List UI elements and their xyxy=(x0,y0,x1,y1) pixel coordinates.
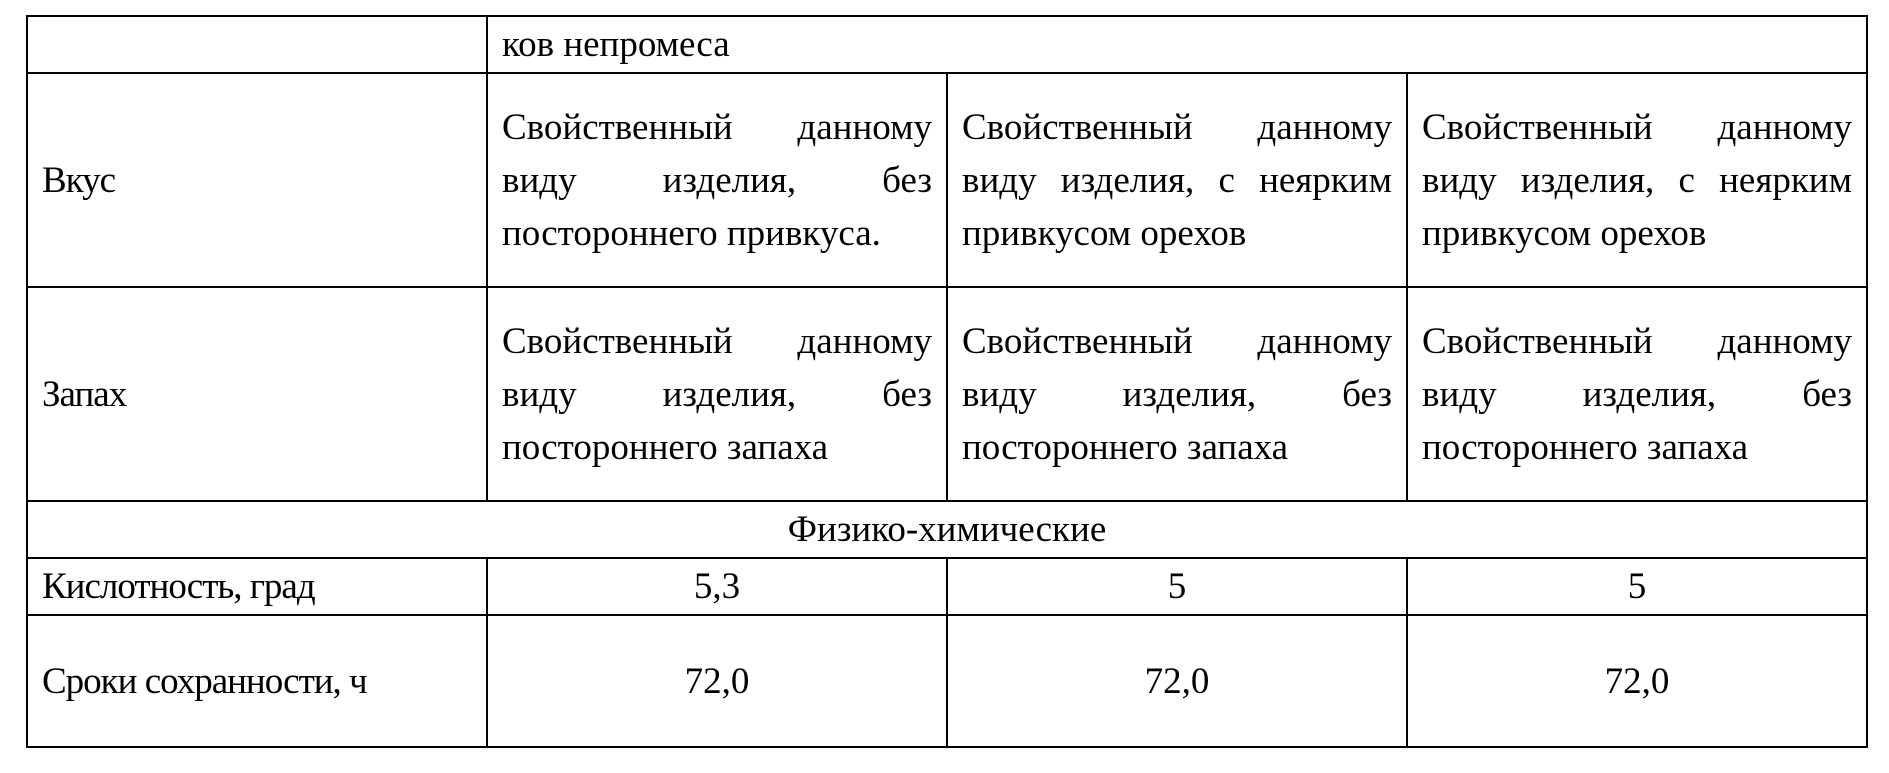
table-row xyxy=(27,287,1867,501)
table-cell-continuation: ков непромеса xyxy=(487,16,1867,73)
table-cell: 5 xyxy=(947,558,1407,615)
properties-table xyxy=(26,15,1868,748)
table-cell: 5,3 xyxy=(487,558,947,615)
row-label-shelf-life: Сроки сохранности, ч xyxy=(27,615,487,747)
table-row xyxy=(27,558,1867,615)
table-cell: Свойственный данному виду изделия, без постороннего привкуса. xyxy=(487,73,947,287)
table-cell: 5 xyxy=(1407,558,1867,615)
table-row xyxy=(27,16,1867,73)
table-row xyxy=(27,501,1867,558)
table-row xyxy=(27,73,1867,287)
row-label-smell: Запах xyxy=(27,287,487,501)
table-cell: Свойственный данному виду изделия, с неярким привкусом орехов xyxy=(1407,73,1867,287)
row-label-taste: Вкус xyxy=(27,73,487,287)
table-cell: Свойственный данному виду изделия, с неярким привкусом орехов xyxy=(947,73,1407,287)
table-cell: 72,0 xyxy=(947,615,1407,747)
table-row xyxy=(27,615,1867,747)
table-cell: 72,0 xyxy=(1407,615,1867,747)
row-label-acidity: Кислотность, град xyxy=(27,558,487,615)
section-title: Физико-химические xyxy=(27,501,1867,558)
table-cell: 72,0 xyxy=(487,615,947,747)
table-cell: Свойственный данному виду изделия, без постороннего запаха xyxy=(947,287,1407,501)
table-cell-empty xyxy=(27,16,487,73)
table-cell: Свойственный данному виду изделия, без постороннего запаха xyxy=(1407,287,1867,501)
table-cell: Свойственный данному виду изделия, без постороннего запаха xyxy=(487,287,947,501)
